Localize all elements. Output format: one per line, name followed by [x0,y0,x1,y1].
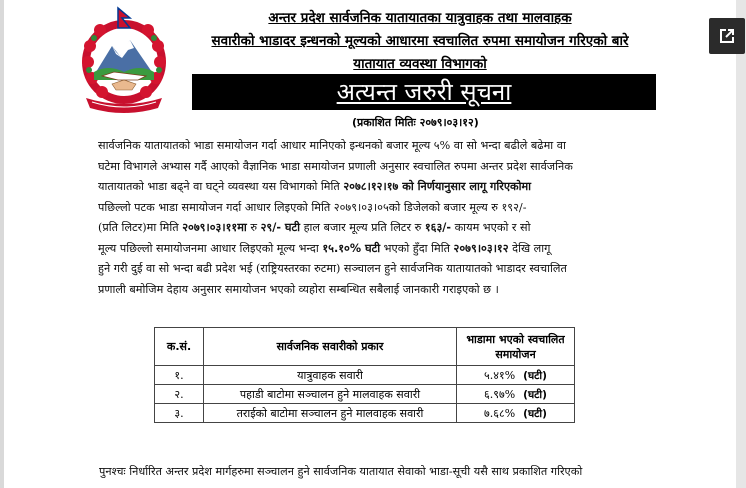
adjustment-percent: ७.६८% [484,406,516,420]
body-line [98,218,671,239]
body-line [98,198,671,219]
notice-body [98,136,671,300]
body-text: हाल बजार मूल्य प्रति लिटर रु [300,221,425,234]
body-text: प्रणाली बमोजिम देहाय अनुसार समायोजन भएको व्यहोरा सम्बन्धित सबैलाई जानकारी गराइएको छ । [98,282,499,296]
row-vehicle-type: तराईको बाटोमा सञ्चालन हुने मालवाहक सवारी [204,404,457,423]
body-emphasis: २०७८।१२।१७ को निर्णयानुसार लागू गरिएकोमा [343,180,532,193]
table-header-row [155,328,575,366]
body-line [98,177,671,198]
open-in-new-button[interactable] [709,18,745,54]
table-row [155,385,575,404]
urgent-notice-banner [192,74,656,110]
body-text: मूल्य पछिल्लो समायोजनमा आधार लिइएको मूल्य भन्दा [98,241,323,255]
header-line-2: सवारीको भाडादर इन्धनको मूल्यको आधारमा स्वचालित रुपमा समायोजन गरिएको बारे [211,33,629,49]
published-date: (प्रकाशित मितिः २०७९।०३।१२) [352,116,479,129]
body-text: पछिल्लो पटक भाडा समायोजन गर्दा आधार लिइएको मिति २०७९।०३।०५को डिजेलको बजार मूल्य रु १९२/- [98,200,527,214]
row-vehicle-type: पहाडी बाटोमा सञ्चालन हुने मालवाहक सवारी [204,385,457,404]
body-emphasis: १५.१०% घटी [322,241,381,255]
table-row [155,366,575,385]
body-emphasis: १६३/- [424,221,452,234]
adjustment-percent: ५.४१% [484,368,516,382]
nepal-emblem-icon [78,6,170,114]
column-header-sn: क.सं. [155,328,204,366]
body-line [98,259,671,280]
open-in-new-icon [709,18,745,54]
body-line [98,239,671,260]
body-line [98,136,671,157]
body-text: देखि लागू [508,241,551,255]
body-text: घटेमा विभागले अभ्यास गर्दै आएको वैज्ञानिक भाडा समायोजन प्रणाली अनुसार स्वचालित रुपमा अन्तर प्रदेश सार्वजनिक [98,159,573,173]
adjustment-direction: (घटी) [523,388,547,401]
adjustment-direction: (घटी) [523,369,547,382]
fare-adjustment-table [154,327,575,423]
body-text: यातायातको भाडा बढ्ने वा घट्ने व्यवस्था यस विभागको मिति [98,180,344,193]
body-text: कायम भएको र सो [451,221,531,234]
adjustment-percent: ६.९७% [484,387,516,401]
body-text: हुने गरी दुई वा सो भन्दा बढी प्रदेश भई (राष्ट्रियस्तरका रुटमा) सञ्चालन हुने सार्वजनिक यातायातको भाडादर स्वचालित [98,262,567,275]
adjustment-direction: (घटी) [523,407,547,420]
table-row [155,404,575,423]
page-edge [0,0,4,488]
urgent-notice-title: अत्यन्त जरुरी सूचना [336,78,512,106]
header-line-1: अन्तर प्रदेश सार्वजनिक यातायातका यात्रुवाहक तथा मालवाहक [268,10,572,26]
header-line-3: यातायात व्यवस्था विभागको [353,56,487,72]
column-header-adjustment: भाडामा भएको स्वचालित समायोजन [457,328,575,366]
body-line [98,157,671,178]
row-sn: ३. [155,404,204,423]
body-emphasis: २०७९।०३।११मा [182,221,247,234]
column-header-vehicle-type: सार्वजनिक सवारीको प्रकार [204,328,457,366]
body-text: रु [246,221,261,234]
body-line [98,280,671,301]
row-adjustment [457,404,575,423]
row-adjustment [457,385,575,404]
body-emphasis: २९/- घटी [260,221,301,234]
body-text: सार्वजनिक यातायातको भाडा समायोजन गर्दा आधार मानिएको इन्धनको बजार मूल्य ५% वा सो भन्दा बढीले बढेमा वा [98,139,566,152]
row-vehicle-type: यात्रुवाहक सवारी [204,366,457,385]
row-adjustment [457,366,575,385]
body-emphasis: २०७९।०३।१२ [453,241,509,255]
row-sn: १. [155,366,204,385]
page-edge [736,0,746,488]
footer-note: पुनश्चः निर्धारित अन्तर प्रदेश मार्गहरुमा सञ्चालन हुने सार्वजनिक यातायात सेवाको भाडा-सूची यसै साथ प्रकाशित गरिएको [99,465,583,478]
row-sn: २. [155,385,204,404]
body-text: (प्रति लिटर)मा मिति [98,221,183,234]
body-text: भएको हुँदा मिति [380,241,454,255]
